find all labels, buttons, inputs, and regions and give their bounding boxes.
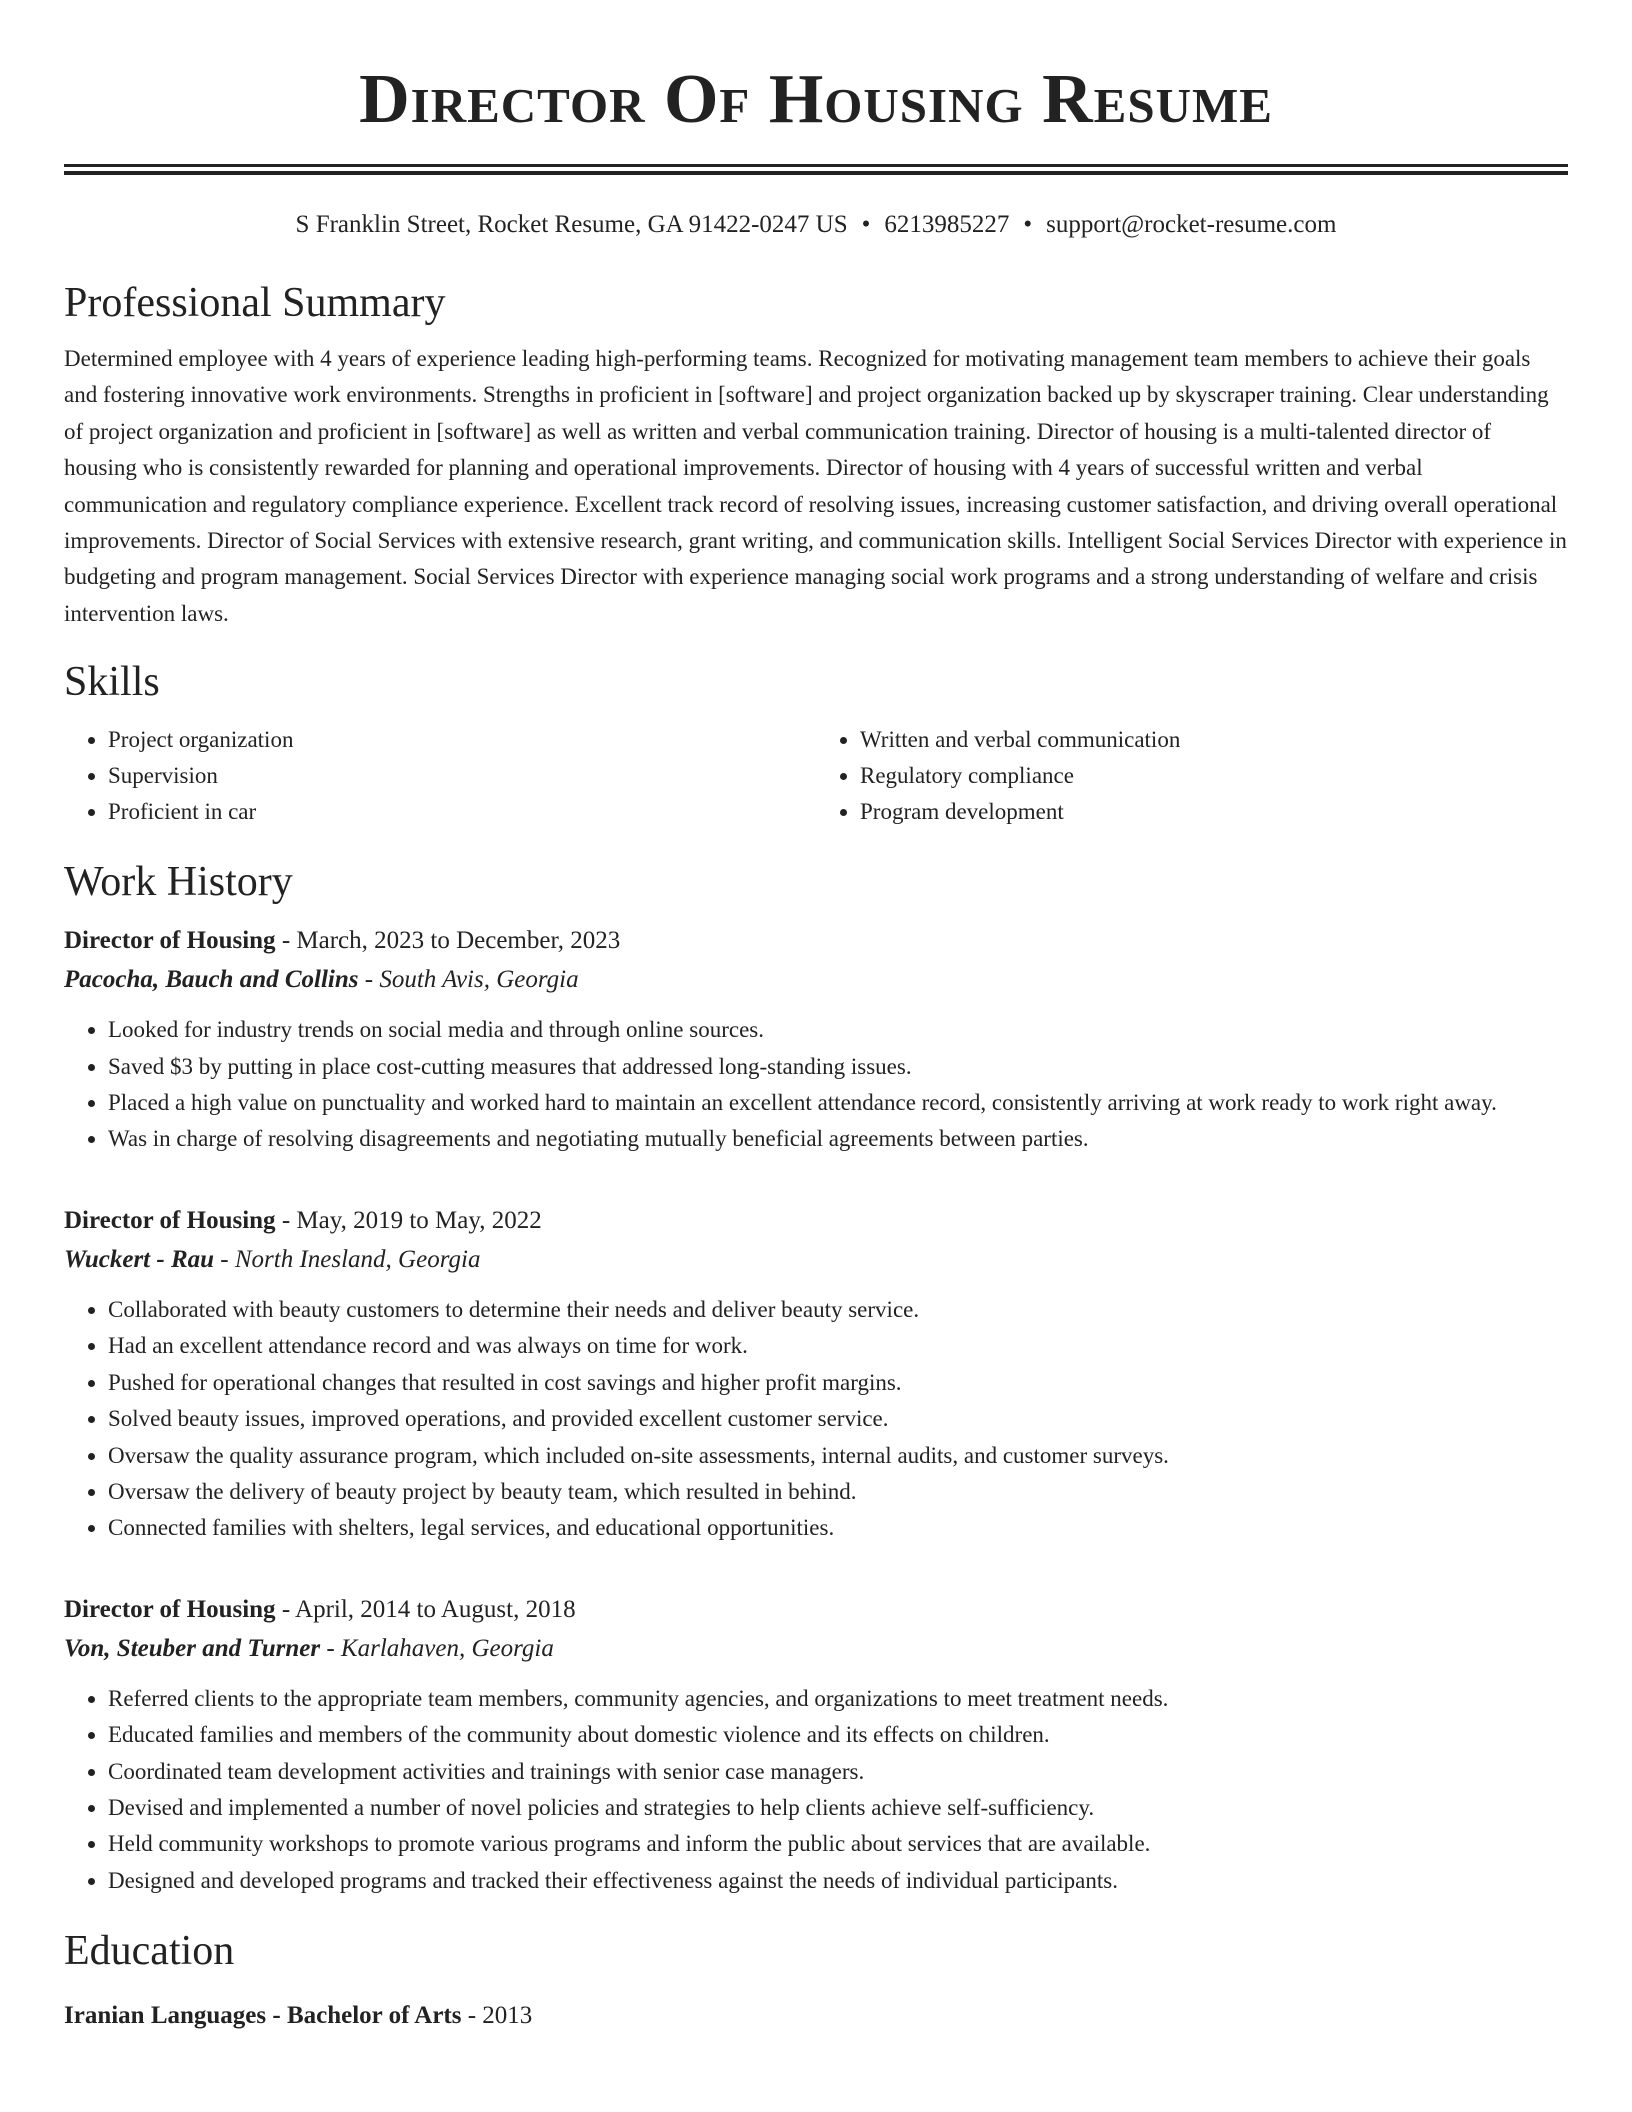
contact-separator: • xyxy=(861,211,871,238)
job-bullet: • Held community workshops to promote various programs and inform the public about services that are available. xyxy=(108,1826,1568,1862)
job-title-line xyxy=(64,1591,1568,1629)
job-title-line xyxy=(64,922,1568,960)
job-entry xyxy=(64,1591,1568,1899)
job-bullet: • Referred clients to the appropriate team members, community agencies, and organizations to meet treatment needs. xyxy=(108,1681,1568,1717)
skill-item: • Project organization xyxy=(108,722,816,758)
job-company-line xyxy=(64,1240,1568,1280)
skills-grid xyxy=(64,722,1568,830)
job-bullet: • Educated families and members of the community about domestic violence and its effects on children. xyxy=(108,1717,1568,1753)
education-section xyxy=(64,1925,1568,2035)
job-title: Director of Housing xyxy=(64,1206,276,1234)
work-history-section xyxy=(64,856,1568,1899)
job-bullet: • Looked for industry trends on social media and through online sources. xyxy=(108,1012,1568,1048)
job-bullets xyxy=(64,1681,1568,1899)
contact-separator: • xyxy=(1023,211,1033,238)
contact-address: S Franklin Street, Rocket Resume, GA 91422-0247 US xyxy=(295,211,848,238)
skill-item: • Program development xyxy=(860,794,1568,830)
skill-item: • Regulatory compliance xyxy=(860,758,1568,794)
job-bullet: • Saved $3 by putting in place cost-cutting measures that addressed long-standing issues. xyxy=(108,1049,1568,1085)
job-bullet: • Devised and implemented a number of novel policies and strategies to help clients achieve self-sufficiency. xyxy=(108,1790,1568,1826)
job-bullet: • Was in charge of resolving disagreements and negotiating mutually beneficial agreements between parties. xyxy=(108,1121,1568,1157)
job-company: Wuckert - Rau xyxy=(64,1245,215,1273)
job-bullets xyxy=(64,1012,1568,1158)
job-company: Von, Steuber and Turner xyxy=(64,1634,321,1662)
skill-item: • Proficient in car xyxy=(108,794,816,830)
skills-heading: Skills xyxy=(64,659,160,706)
job-bullet: • Connected families with shelters, legal services, and educational opportunities. xyxy=(108,1510,1568,1546)
education-heading: Education xyxy=(64,1928,235,1975)
contact-email: support@rocket-resume.com xyxy=(1046,211,1337,238)
job-dates: - April, 2014 to August, 2018 xyxy=(275,1595,576,1623)
resume-title: Director Of Housing Resume xyxy=(359,61,1273,138)
job-bullet: • Collaborated with beauty customers to determine their needs and deliver beauty service. xyxy=(108,1292,1568,1328)
job-dates: - May, 2019 to May, 2022 xyxy=(275,1206,542,1234)
job-title-line xyxy=(64,1202,1568,1240)
job-location: - North Inesland, Georgia xyxy=(214,1245,481,1273)
skills-section xyxy=(64,656,1568,830)
job-bullet: • Had an excellent attendance record and was always on time for work. xyxy=(108,1328,1568,1364)
job-bullet: • Pushed for operational changes that resulted in cost savings and higher profit margins. xyxy=(108,1365,1568,1401)
job-title: Director of Housing xyxy=(64,1595,276,1623)
skill-item: • Supervision xyxy=(108,758,816,794)
title-divider xyxy=(64,164,1568,175)
job-company-line xyxy=(64,1629,1568,1669)
summary-text: Determined employee with 4 years of experience leading high-performing teams. Recognized for motivating management team members to achieve their goals and fostering innovative work environments. Strengths in proficient in [software] and project organization backed up by skyscraper training. Clear understanding of project organization and proficient in [software] as well as written and verbal communication training. Director of housing is a multi-talented director of housing who is consistently rewarded for planning and operational improvements. Director of housing with 4 years of successful written and verbal communication and regulatory compliance experience. Excellent track record of resolving issues, increasing customer satisfaction, and driving overall operational improvements. Director of Social Services with extensive research, grant writing, and communication skills. Intelligent Social Services Director with experience in budgeting and program management. Social Services Director with experience managing social work programs and a strong understanding of welfare and crisis intervention laws. xyxy=(64,346,1567,626)
work-history-heading: Work History xyxy=(64,859,293,906)
job-bullet: • Oversaw the delivery of beauty project by beauty team, which resulted in behind. xyxy=(108,1474,1568,1510)
job-entry xyxy=(64,1202,1568,1547)
job-company-line xyxy=(64,960,1568,1000)
job-bullet: • Oversaw the quality assurance program, which included on-site assessments, internal audits, and customer surveys. xyxy=(108,1438,1568,1474)
contact-phone: 6213985227 xyxy=(884,211,1010,238)
skills-right-column xyxy=(816,722,1568,830)
skills-left-column xyxy=(64,722,816,830)
job-bullets xyxy=(64,1292,1568,1547)
job-location: - South Avis, Georgia xyxy=(358,966,579,994)
job-bullet: • Placed a high value on punctuality and worked hard to maintain an excellent attendance record, consistently arriving at work ready to work right away. xyxy=(108,1085,1568,1121)
contact-line xyxy=(64,209,1568,241)
job-bullet: • Designed and developed programs and tracked their effectiveness against the needs of individual participants. xyxy=(108,1863,1568,1899)
job-title: Director of Housing xyxy=(64,927,276,955)
education-entry xyxy=(64,1997,1568,2035)
education-year: - 2013 xyxy=(461,2002,533,2030)
summary-section xyxy=(64,277,1568,632)
job-bullet: • Solved beauty issues, improved operations, and provided excellent customer service. xyxy=(108,1401,1568,1437)
job-location: - Karlahaven, Georgia xyxy=(320,1634,554,1662)
job-bullet: • Coordinated team development activities and trainings with senior case managers. xyxy=(108,1754,1568,1790)
summary-heading: Professional Summary xyxy=(64,280,446,326)
job-dates: - March, 2023 to December, 2023 xyxy=(275,927,621,955)
skill-item: • Written and verbal communication xyxy=(860,722,1568,758)
education-degree: Iranian Languages - Bachelor of Arts xyxy=(64,2002,462,2030)
job-entry xyxy=(64,922,1568,1158)
job-company: Pacocha, Bauch and Collins xyxy=(64,966,359,994)
